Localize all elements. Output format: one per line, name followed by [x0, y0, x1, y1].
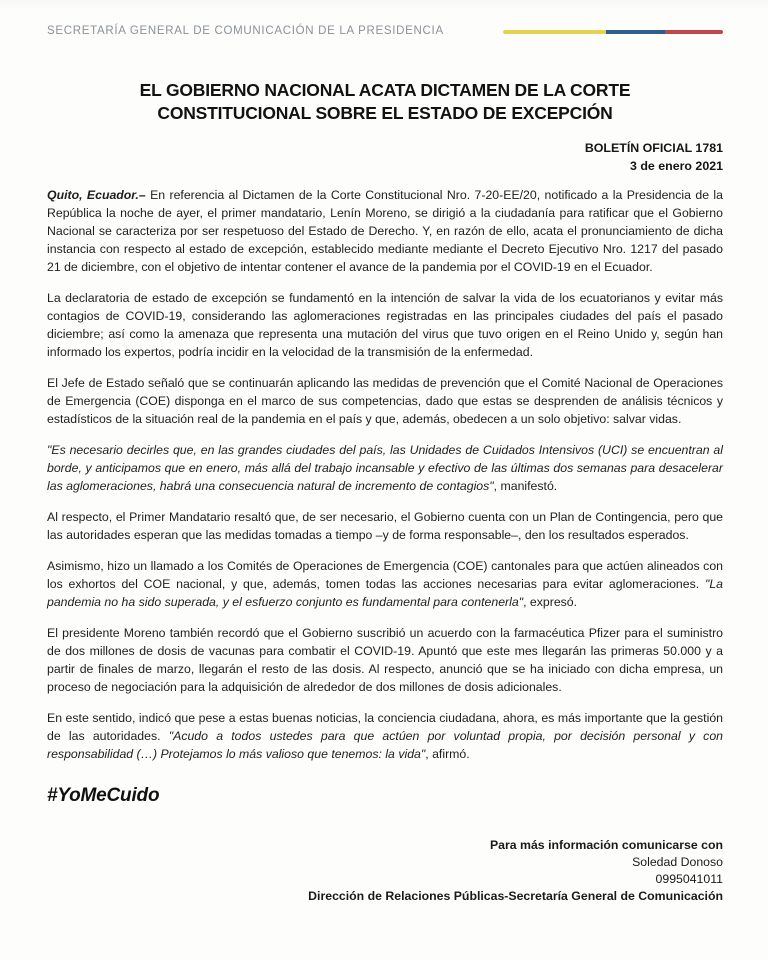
paragraph: [47, 709, 723, 763]
footer-department: Dirección de Relaciones Públicas-Secretaría General de Comunicación: [308, 889, 723, 903]
paragraph: [47, 186, 723, 276]
paragraph: [47, 508, 723, 544]
bulletin-number: BOLETÍN OFICIAL 1781: [584, 141, 723, 155]
footer-contact-title: Para más información comunicarse con: [489, 838, 723, 852]
body-paragraphs: [47, 186, 723, 763]
text-run: En este sentido, indicó que pese a estas buenas noticias, la conciencia ciudadana, ahora, es más importante que la gestión de las autoridades.: [47, 711, 723, 743]
text-run: , manifestó.: [493, 479, 558, 493]
bulletin-info: [47, 139, 723, 175]
text-run: "Acudo a todos ustedes para que actúen por voluntad propia, por decisión personal y con responsabilidad (…) Protejamos lo más valioso que tenemos: la vida": [47, 729, 724, 761]
text-run: , expresó.: [523, 595, 578, 609]
paragraph: [47, 557, 723, 611]
paragraph: [47, 289, 723, 361]
footer-contact: [47, 837, 723, 905]
text-run: Quito, Ecuador.–: [47, 188, 146, 202]
ecuador-flag-line: [503, 30, 723, 34]
footer-contact-phone: 0995041011: [655, 872, 723, 886]
flag-blue-segment: [606, 30, 664, 34]
flag-red-segment: [665, 30, 723, 34]
footer-contact-name: Soledad Donoso: [632, 855, 723, 869]
text-run: La declaratoria de estado de excepción se fundamentó en la intención de salvar la vida de los ecuatorianos y evitar más contagios de COVID-19, considerando las aglomeraciones registradas en las principales ciudades del país el pasado diciembre; así como la amenaza que representa una mutación del virus que tuvo origen en el Reino Unido y, según han informado los expertos, podría incidir en la velocidad de la transmisión de la enfermedad.: [47, 291, 723, 359]
flag-yellow-segment: [503, 30, 606, 34]
paragraph: [47, 624, 723, 696]
text-run: Asimismo, hizo un llamado a los Comités de Operaciones de Emergencia (COE) cantonales para que actúen alineados con los exhortos del COE nacional, y que, además, tomen todas las acciones necesarias para evitar aglomeraciones.: [47, 559, 723, 591]
text-run: "La pandemia no ha sido superada, y el esfuerzo conjunto es fundamental para contenerla": [47, 577, 723, 609]
paragraph: [47, 374, 723, 428]
bulletin-date: 3 de enero 2021: [630, 159, 723, 173]
text-run: , afirmó.: [425, 747, 470, 761]
paragraph: [47, 441, 723, 495]
page-title: EL GOBIERNO NACIONAL ACATA DICTAMEN DE LA CORTE CONSTITUCIONAL SOBRE EL ESTADO DE EXCEPCIÓN: [139, 80, 631, 123]
text-run: "Es necesario decirles que, en las grandes ciudades del país, las Unidades de Cuidados Intensivos (UCI) se encuentran al borde, y anticipamos que en enero, más allá del trabajo incansable y efectivo de las últimas dos semanas para desacelerar las aglomeraciones, habrá una consecuencia natural de incremento de contagios": [47, 443, 723, 493]
text-run: El Jefe de Estado señaló que se continuarán aplicando las medidas de prevención que el Comité Nacional de Operaciones de Emergencia (COE) disponga en el marco de sus competencias, dado que estas se desprenden de análisis técnicos y estadísticos de la situación real de la pandemia en el país y que, además, obedecen a un solo objetivo: salvar vidas.: [47, 376, 723, 426]
text-run: El presidente Moreno también recordó que el Gobierno suscribió un acuerdo con la farmacéutica Pfizer para el suministro de dos millones de dosis de vacunas para combatir el COVID-19. Apuntó que este mes llegarán las primeras 50.000 y a partir de finales de marzo, llegarán el resto de las dosis. Al respecto, anunció que se ha iniciado con dicha empresa, un proceso de negociación para la adquisición de alrededor de dos millones de dosis adicionales.: [47, 626, 723, 694]
text-run: Al respecto, el Primer Mandatario resaltó que, de ser necesario, el Gobierno cuenta con un Plan de Contingencia, pero que las autoridades esperan que las medidas tomadas a tiempo –y de forma responsable–, den los resultados esperados.: [47, 510, 723, 542]
letterhead: [47, 25, 723, 37]
hashtag: #YoMeCuido: [47, 785, 160, 806]
org-name: SECRETARÍA GENERAL DE COMUNICACIÓN DE LA PRESIDENCIA: [47, 25, 444, 37]
text-run: En referencia al Dictamen de la Corte Constitucional Nro. 7-20-EE/20, notificado a la Presidencia de la República la noche de ayer, el primer mandatario, Lenín Moreno, se dirigió a la ciudadanía para ratificar que el Gobierno Nacional se caracteriza por ser respetuoso del Estado de Derecho. Y, en razón de ello, acata el pronunciamiento de dicha instancia con respecto al estado de excepción, establecido mediante mediante el Decreto Ejecutivo Nro. 1217 del pasado 21 de diciembre, con el objetivo de intentar contener el avance de la pandemia por el COVID-19 en el Ecuador.: [47, 188, 723, 274]
